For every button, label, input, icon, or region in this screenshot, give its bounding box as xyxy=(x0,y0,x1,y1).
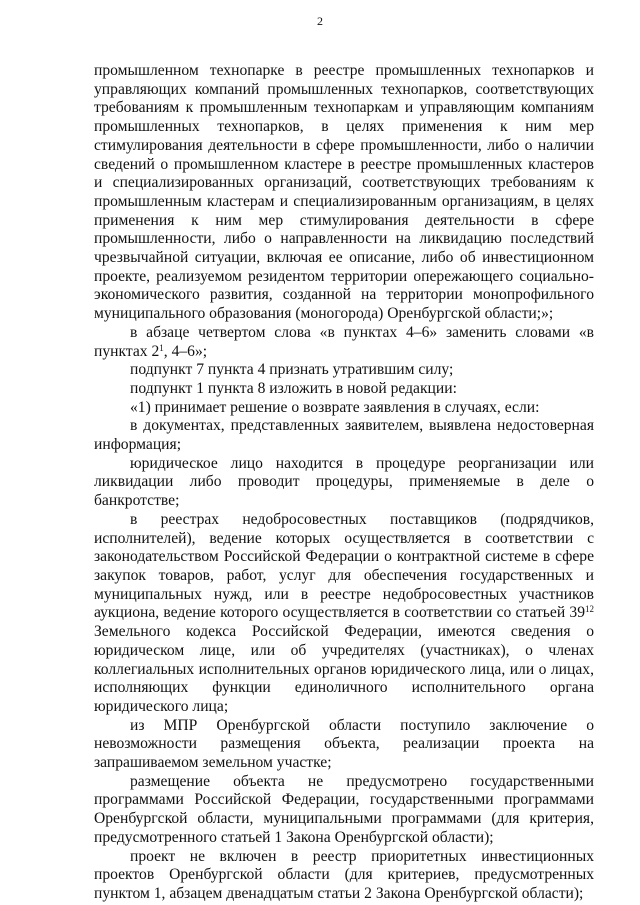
paragraph-6: в документах, представленных заявителем, выявлена недостоверная информация; xyxy=(94,417,594,454)
paragraph-3: подпункт 7 пункта 4 признать утратившим силу; xyxy=(130,361,454,379)
paragraph-2-text: в абзаце четвертом слова «в пунктах 4–6» заменить словами «в пунктах 2 xyxy=(94,323,594,360)
paragraph-2 xyxy=(94,324,594,361)
paragraph-1: промышленном технопарке в реестре промышленных технопарков и управляющих компаний промышленных технопарков, соответствующих требованиям к промышленным технопаркам и управляющим компаниям промышленных технопарков, в целях применения к ним мер стимулирования деятельности в сфере промышленности, либо о наличии сведений о промышленном кластере в реестре промышленных кластеров и специализированных организаций, соответствующих требованиям к промышленным кластерам и специализированным организациям, в целях применения к ним мер стимулирования деятельности в сфере промышленности, либо о направленности на ликвидацию последствий чрезвычайной ситуации, включая ее описание, либо об инвестиционном проекте, реализуемом резидентом территории опережающего социально-экономического развития, созданной на территории монопрофильного муниципального образования (моногорода) Оренбургской области;»; xyxy=(94,62,594,323)
superscript-1: 1 xyxy=(159,342,164,353)
paragraph-9: из МПР Оренбургской области поступило заключение о невозможности размещения объекта, реализации проекта на запрашиваемом земельном участке; xyxy=(94,716,594,772)
page-number: 2 xyxy=(317,14,323,28)
paragraph-8-text: в реестрах недобросовестных поставщиков (подрядчиков, исполнителей), ведение которых осуществляется в соответствии с законодательством Российской Федерации о контрактной системе в сфере закупок товаров, работ, услуг для обеспечения государственных и муниципальных нужд, или в реестре недобросовестных участников аукциона, ведение которого осуществляется в соответствии со статьей 39 xyxy=(94,510,594,622)
paragraph-4: подпункт 1 пункта 8 изложить в новой редакции: xyxy=(130,379,457,397)
superscript-12: 12 xyxy=(585,604,594,615)
paragraph-11: проект не включен в реестр приоритетных инвестиционных проектов Оренбургской области (для критериев, предусмотренных пунктом 1, абзацем двенадцатым статьи 2 Закона Оренбургской области); xyxy=(94,847,594,902)
paragraph-10: размещение объекта не предусмотрено государственными программами Российской Федерации, государственными программами Оренбургской области, муниципальными программами (для критерия, предусмотренного статьей 1 Закона Оренбургской области); xyxy=(94,772,594,846)
paragraph-8 xyxy=(94,511,594,717)
paragraph-5: «1) принимает решение о возврате заявления в случаях, если: xyxy=(130,398,540,416)
document-body xyxy=(94,62,594,904)
paragraph-2-tail: , 4–6»; xyxy=(163,342,208,360)
paragraph-8-tail: Земельного кодекса Российской Федерации, имеются сведения о юридическом лице, или об учредителях (участниках), о членах коллегиальных исполнительных органов юридического лица, или о лицах, исполняющих функции единоличного исполнительного органа юридического лица; xyxy=(94,623,594,715)
paragraph-7: юридическое лицо находится в процедуре реорганизации или ликвидации либо проводит процедуры, применяемые в деле о банкротстве; xyxy=(94,454,594,510)
